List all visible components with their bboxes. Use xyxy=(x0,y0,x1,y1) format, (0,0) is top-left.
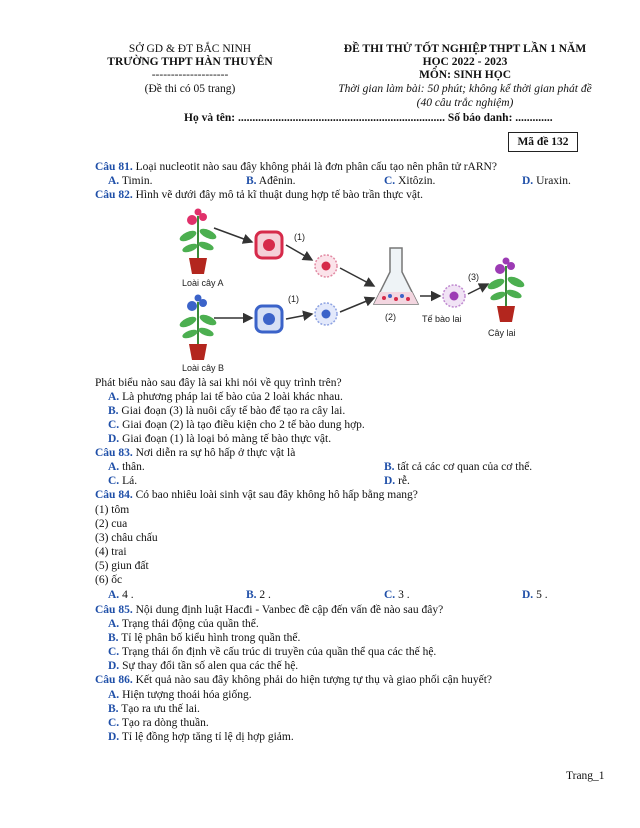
q83-option-c[interactable] xyxy=(108,474,137,488)
q86-option-c[interactable] xyxy=(108,716,209,730)
option-text: 5 . xyxy=(536,589,548,601)
cell-b-icon xyxy=(256,306,282,332)
option-label: C. xyxy=(384,175,396,187)
step-2-label: (2) xyxy=(385,312,396,322)
option-label: C. xyxy=(108,717,120,729)
question-number: Câu 85. xyxy=(95,604,133,616)
q85-option-a[interactable] xyxy=(108,617,259,631)
hybrid-plant-label: Cây lai xyxy=(488,328,516,338)
option-text: Timin. xyxy=(121,175,153,187)
option-text: Trạng thái động của quần thể. xyxy=(121,618,259,630)
q82-option-a[interactable] xyxy=(108,390,343,404)
option-text: 2 . xyxy=(259,589,271,601)
question-86 xyxy=(95,673,492,687)
list-item: (4) trai xyxy=(95,546,127,558)
q85-option-b[interactable] xyxy=(108,631,300,645)
q86-option-d[interactable] xyxy=(108,730,294,744)
list-item: (1) tôm xyxy=(95,504,130,516)
option-label: A. xyxy=(108,175,120,187)
option-label: C. xyxy=(108,646,120,658)
option-text: Sự thay đổi tần số alen qua các thế hệ. xyxy=(122,660,299,672)
option-text: Hiện tượng thoái hóa giống. xyxy=(122,689,252,701)
q85-option-c[interactable] xyxy=(108,645,436,659)
option-text: Giai đoạn (3) là nuôi cấy tế bào để tạo ra cây lai. xyxy=(121,405,346,417)
step-1-label: (1) xyxy=(294,232,305,242)
option-text: Uraxin. xyxy=(536,175,571,187)
option-text: 4 . xyxy=(122,589,134,601)
q83-option-d[interactable] xyxy=(384,474,410,488)
exam-code-box: Mã đề 132 xyxy=(508,132,578,152)
question-83 xyxy=(95,446,295,460)
option-label: A. xyxy=(108,461,120,473)
q84-option-b[interactable] xyxy=(246,588,271,602)
q84-option-d[interactable] xyxy=(522,588,548,602)
option-text: Xitôzin. xyxy=(398,175,436,187)
q84-option-a[interactable] xyxy=(108,588,134,602)
option-label: D. xyxy=(522,589,534,601)
option-label: B. xyxy=(108,405,119,417)
q82-option-d[interactable] xyxy=(108,432,331,446)
q86-option-a[interactable] xyxy=(108,688,252,702)
option-text: Lá. xyxy=(122,475,138,487)
protoplast-a-icon xyxy=(315,255,337,277)
plant-a-label: Loài cây A xyxy=(182,278,224,288)
option-label: C. xyxy=(108,475,120,487)
option-text: Tỉ lệ đồng hợp tăng tỉ lệ dị hợp giảm. xyxy=(121,731,294,743)
q82-option-c[interactable] xyxy=(108,418,365,432)
list-item: (3) châu chấu xyxy=(95,532,158,544)
option-label: B. xyxy=(384,461,395,473)
option-text: thân. xyxy=(122,461,145,473)
q83-option-a[interactable] xyxy=(108,460,145,474)
question-84 xyxy=(95,488,418,502)
plant-a-icon xyxy=(178,209,218,275)
plant-b-label: Loài cây B xyxy=(182,363,225,373)
option-label: A. xyxy=(108,618,120,630)
option-label: C. xyxy=(384,589,396,601)
hybrid-cell-icon xyxy=(443,285,465,307)
department-name: SỞ GD & ĐT BẮC NINH xyxy=(128,43,252,55)
list-item: (2) cua xyxy=(95,518,128,530)
option-text: tất cả các cơ quan của cơ thể. xyxy=(397,461,533,473)
q85-option-d[interactable] xyxy=(108,659,298,673)
option-label: B. xyxy=(246,589,257,601)
option-label: D. xyxy=(108,433,120,445)
question-number: Câu 83. xyxy=(95,447,133,459)
q86-option-b[interactable] xyxy=(108,702,200,716)
q83-option-b[interactable] xyxy=(384,460,532,474)
option-label: D. xyxy=(522,175,534,187)
question-text: Có bao nhiêu loài sinh vật sau đây không hô hấp bằng mang? xyxy=(135,489,418,501)
q84-option-c[interactable] xyxy=(384,588,410,602)
option-text: Giai đoạn (1) là loại bỏ màng tế bào thực vật. xyxy=(122,433,332,445)
question-number: Câu 86. xyxy=(95,674,133,686)
option-text: 3 . xyxy=(398,589,410,601)
question-count: (40 câu trắc nghiệm) xyxy=(416,97,514,109)
option-label: B. xyxy=(246,175,257,187)
school-name: TRƯỜNG THPT HÀN THUYÊN xyxy=(107,56,273,68)
option-text: Trạng thái ổn định về cấu trúc di truyền của quần thể qua các thế hệ. xyxy=(121,646,437,658)
exam-year: HỌC 2022 - 2023 xyxy=(422,56,508,68)
cell-a-icon xyxy=(256,232,282,258)
option-text: Tỉ lệ phân bố kiểu hình trong quần thể. xyxy=(121,632,301,644)
option-text: Tạo ra dòng thuần. xyxy=(121,717,209,729)
question-number: Câu 82. xyxy=(95,189,133,201)
question-text: Loại nucleotit nào sau đây không phải là đơn phân cấu tạo nên phân tử rARN? xyxy=(135,161,497,173)
option-label: A. xyxy=(108,391,120,403)
option-label: B. xyxy=(108,703,119,715)
hybrid-cell-label: Tế bào lai xyxy=(422,314,462,324)
option-text: Giai đoạn (2) là tạo điều kiện cho 2 tế bào dung hợp. xyxy=(122,419,365,431)
step-3-label: (3) xyxy=(468,272,479,282)
option-label: B. xyxy=(108,632,119,644)
q82-option-b[interactable] xyxy=(108,404,345,418)
option-text: Tạo ra ưu thế lai. xyxy=(121,703,200,715)
culture-flask-icon xyxy=(374,248,418,304)
option-text: Ađênin. xyxy=(258,175,296,187)
protoplast-b-icon xyxy=(315,303,337,325)
question-number: Câu 81. xyxy=(95,161,133,173)
list-item: (5) giun đất xyxy=(95,560,149,572)
plant-b-icon xyxy=(178,295,218,361)
q81-option-d[interactable] xyxy=(522,174,571,188)
step-1-label: (1) xyxy=(288,294,299,304)
exam-subject: MÔN: SINH HỌC xyxy=(419,69,511,81)
page-number: Trang_1 xyxy=(566,770,605,782)
option-label: D. xyxy=(108,660,120,672)
q82-prompt: Phát biểu nào sau đây là sai khi nói về quy trình trên? xyxy=(95,377,342,389)
question-82 xyxy=(95,188,423,202)
protoplast-fusion-diagram xyxy=(170,206,530,374)
question-number: Câu 84. xyxy=(95,489,133,501)
question-85 xyxy=(95,603,443,617)
q81-option-c[interactable] xyxy=(384,174,435,188)
question-text: Hình vẽ dưới đây mô tả kĩ thuật dung hợp tế bào trần thực vật. xyxy=(135,189,424,201)
option-text: rễ. xyxy=(398,475,410,487)
question-text: Nội dung định luật Hacđi - Vanbec đề cập đến vấn đề nào sau đây? xyxy=(135,604,444,616)
candidate-info-line: Họ và tên: ........................................................................ Số báo danh: ............. xyxy=(184,112,553,124)
page-count-note: (Đề thi có 05 trang) xyxy=(144,83,236,95)
q81-option-a[interactable] xyxy=(108,174,152,188)
header-divider: -------------------- xyxy=(151,69,229,81)
question-text: Nơi diễn ra sự hô hấp ở thực vật là xyxy=(135,447,296,459)
option-label: C. xyxy=(108,419,120,431)
hybrid-plant-icon xyxy=(486,258,526,323)
exam-duration: Thời gian làm bài: 50 phút; không kể thời gian phát đề xyxy=(338,83,592,95)
list-item: (6) ốc xyxy=(95,574,123,586)
option-text: Là phương pháp lai tế bào của 2 loài khác nhau. xyxy=(122,391,343,403)
exam-title: ĐỀ THI THỬ TỐT NGHIỆP THPT LẦN 1 NĂM xyxy=(343,43,587,55)
option-label: D. xyxy=(108,731,120,743)
question-81 xyxy=(95,160,497,174)
option-label: A. xyxy=(108,589,120,601)
question-text: Kết quả nào sau đây không phải do hiện tượng tự thụ và giao phối cận huyết? xyxy=(135,674,493,686)
q81-option-b[interactable] xyxy=(246,174,296,188)
option-label: D. xyxy=(384,475,396,487)
option-label: A. xyxy=(108,689,120,701)
